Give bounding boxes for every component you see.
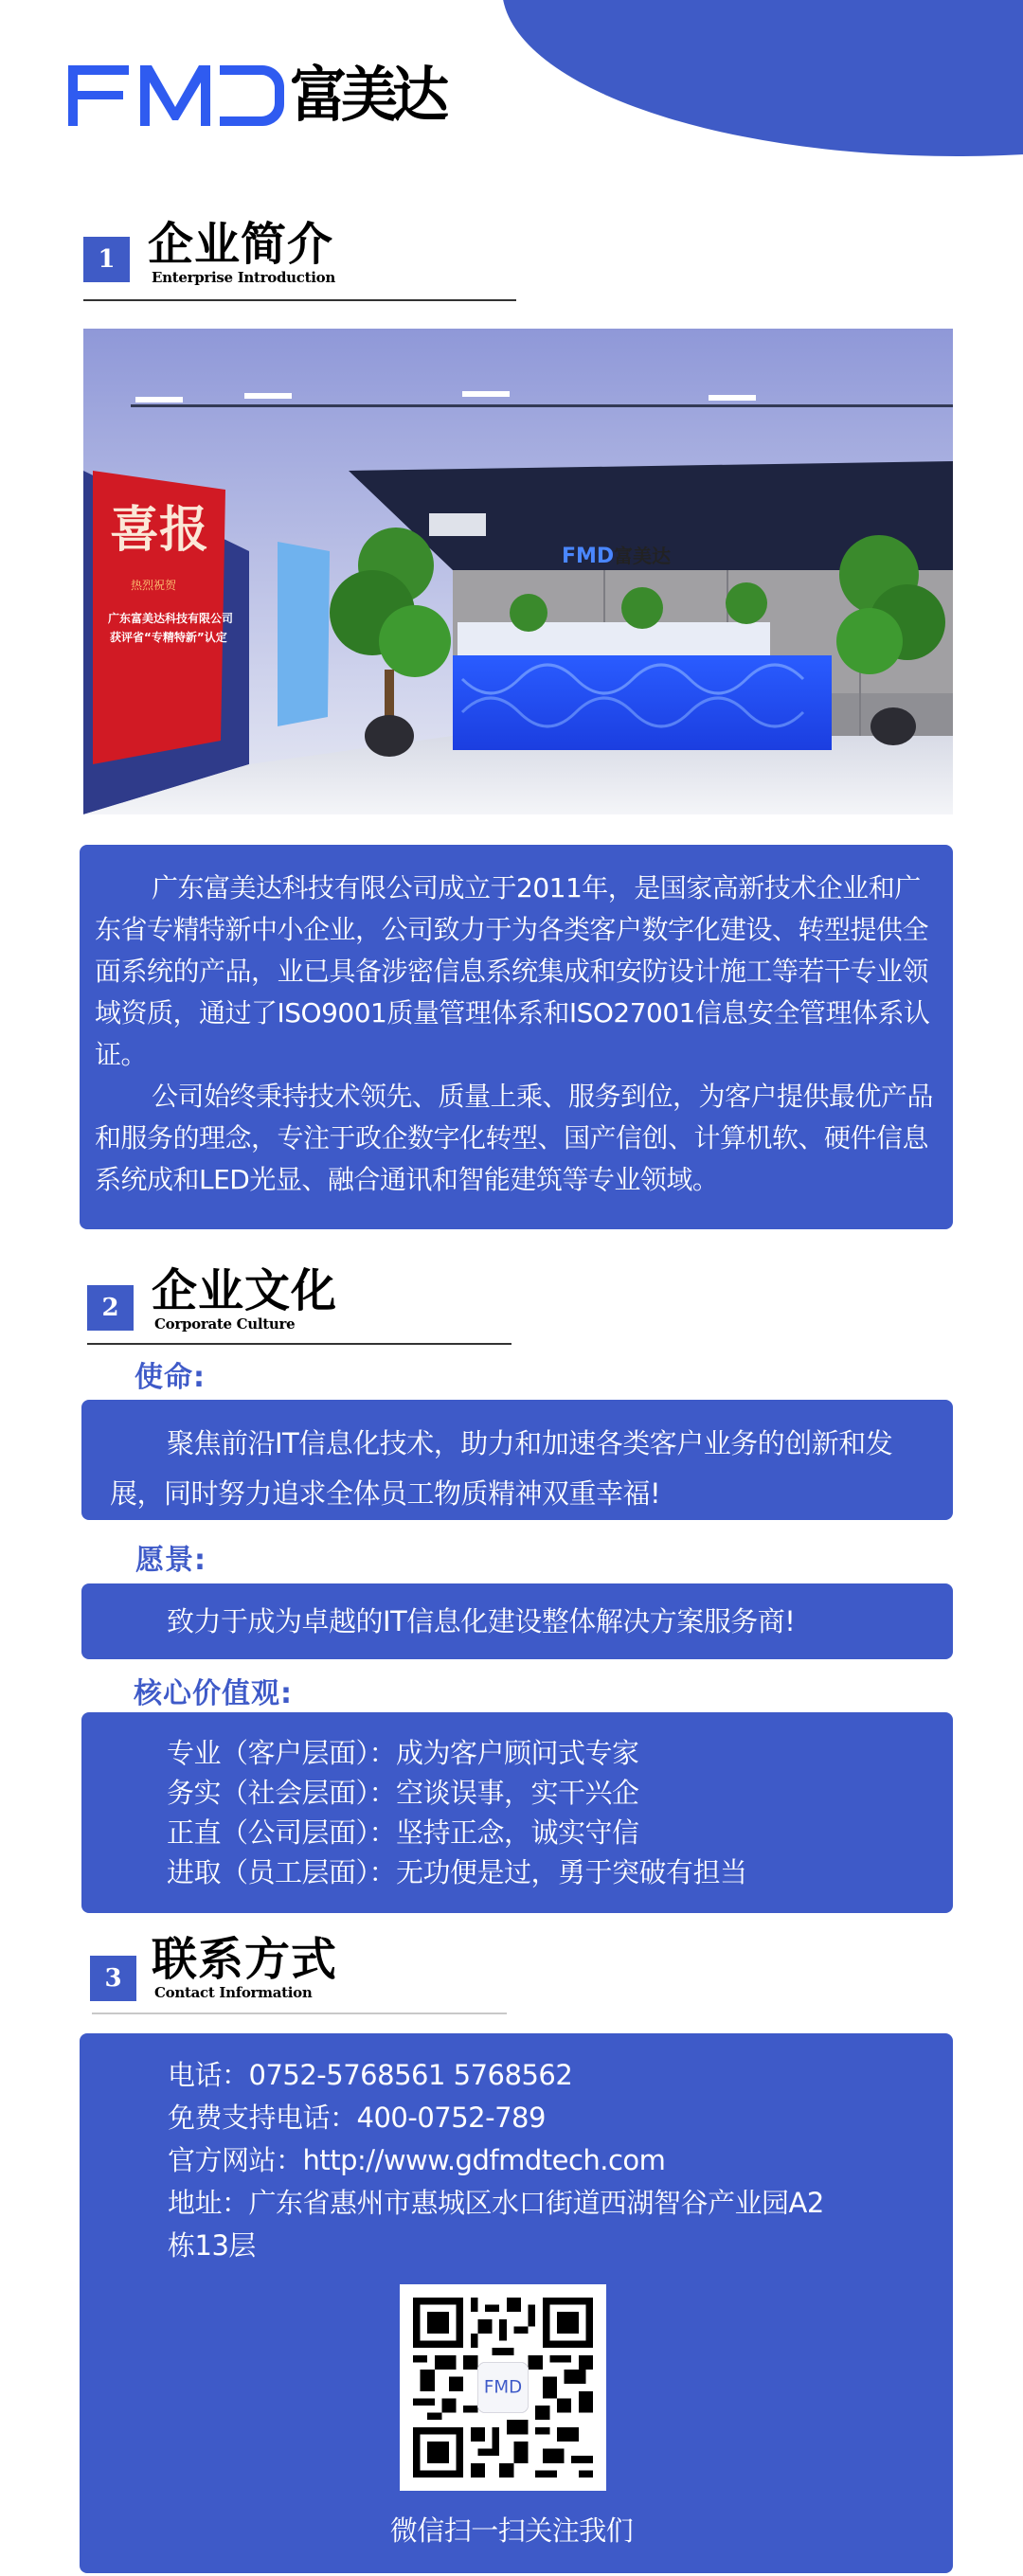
section-title: 联系方式 (152, 1933, 338, 1986)
contact-address: 地址：广东省惠州市惠城区水口街道西湖智谷产业园A2 (168, 2187, 824, 2219)
decorative-blob (502, 0, 1023, 156)
values-box (81, 1712, 953, 1913)
section-divider (87, 1343, 512, 1345)
section-number-badge: 2 (87, 1285, 134, 1331)
section-subtitle: Corporate Culture (154, 1315, 296, 1333)
contact-phone: 电话：0752-5768561 5768562 (168, 2059, 573, 2091)
office-lobby-photo (83, 329, 953, 814)
vision-box (81, 1583, 953, 1659)
section-heading-contact (0, 1933, 1023, 2022)
intro-text-box (80, 845, 953, 1229)
mission-box (81, 1400, 953, 1520)
qr-caption: 微信扫一扫关注我们 (389, 2514, 634, 2547)
svg-text:FMD: FMD (483, 2377, 523, 2398)
section-subtitle: Enterprise Introduction (152, 269, 335, 286)
section-number-badge: 3 (90, 1956, 136, 2001)
section-heading-intro (0, 218, 1023, 303)
value-item: 专业（客户层面）：成为客户顾问式专家 (167, 1737, 639, 1769)
svg-text:FMD: FMD (562, 545, 615, 568)
svg-text:广东富美达科技有限公司: 广东富美达科技有限公司 (108, 612, 234, 625)
svg-text:热烈祝贺: 热烈祝贺 (131, 579, 177, 592)
svg-text:获评省“专精特新”认定: 获评省“专精特新”认定 (110, 631, 227, 644)
contact-hotline: 免费支持电话：400-0752-789 (168, 2102, 546, 2134)
intro-paragraph: 公司始终秉持技术领先、质量上乘、服务到位，为客户提供最优产品和服务的理念，专注于政企数字化转型、国产信创、计算机软、硬件信息系统成和LED光显、融合通讯和智能建筑等专业领域。 (95, 1081, 934, 1195)
contact-address-cont: 栋13层 (168, 2229, 256, 2262)
section-title: 企业文化 (152, 1264, 338, 1317)
section-heading-culture (0, 1264, 1023, 1351)
intro-paragraph: 广东富美达科技有限公司成立于2011年，是国家高新技术企业和广东省专精特新中小企业，公司致力于为各类客户数字化建设、转型提供全面系统的产品，业已具备涉密信息系统集成和安防设计施工等若干专业领域资质，通过了ISO9001质量管理体系和ISO27001信息安全管理体系认证。 (95, 872, 930, 1070)
section-title: 企业简介 (148, 218, 334, 271)
logo-chinese-name: 富美达 (290, 61, 443, 131)
brand-logo (68, 63, 443, 129)
svg-text:富美达: 富美达 (614, 545, 671, 567)
value-item: 进取（员工层面）：无功便是过，勇于突破有担当 (167, 1856, 747, 1888)
section-number-badge: 1 (83, 237, 130, 282)
values-label: 核心价值观: (134, 1677, 293, 1710)
svg-text:喜报: 喜报 (110, 501, 209, 559)
section-divider (83, 299, 516, 301)
fmd-logo-icon (68, 65, 284, 126)
section-subtitle: Contact Information (154, 1984, 313, 2001)
mission-label: 使命: (135, 1361, 206, 1394)
value-item: 务实（社会层面）：空谈误事，实干兴企 (167, 1777, 639, 1809)
vision-label: 愿景: (135, 1544, 206, 1577)
contact-website-link[interactable]: 官方网站：http://www.gdfmdtech.com (168, 2144, 666, 2176)
vision-text: 致力于成为卓越的IT信息化建设整体解决方案服务商! (167, 1605, 796, 1637)
mission-text: 聚焦前沿IT信息化技术，助力和加速各类客户业务的创新和发展，同时努力追求全体员工物质精神双重幸福! (110, 1427, 893, 1510)
value-item: 正直（公司层面）：坚持正念，诚实守信 (167, 1816, 639, 1849)
wechat-qr-code (400, 2284, 606, 2491)
section-divider (92, 2012, 507, 2014)
